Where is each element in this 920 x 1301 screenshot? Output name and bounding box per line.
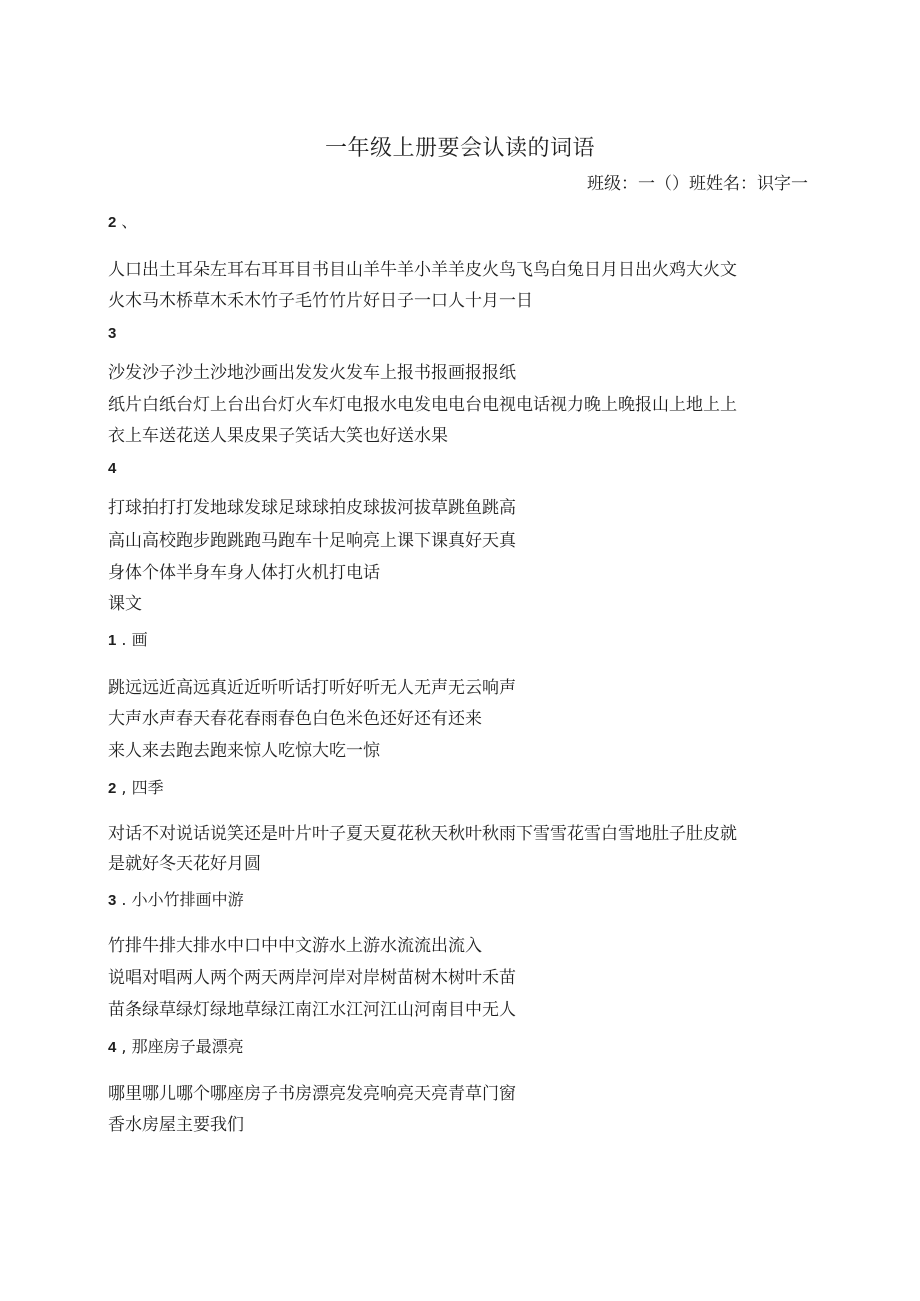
- word-line: 火木马木桥草木禾木竹子毛竹竹片好日子一口人十月一日: [108, 291, 533, 311]
- page-title: 一年级上册要会认读的词语: [324, 136, 595, 161]
- lesson-heading-fangzi: [108, 1035, 244, 1060]
- section-number: 3: [108, 325, 117, 342]
- word-line: 竹排牛排大排水中口中中文游水上游水流流出流入: [108, 936, 482, 956]
- section-heading-3: [108, 321, 116, 346]
- section-label: . 画: [116, 630, 148, 649]
- lesson-heading-hua: [108, 628, 148, 653]
- word-line: 说唱对唱两人两个两天两岸河岸对岸树苗树木树叶禾苗: [108, 968, 516, 988]
- section-number: 4: [108, 1039, 117, 1056]
- kewen-heading: 课文: [108, 594, 142, 614]
- word-line: 香水房屋主要我们: [108, 1115, 244, 1135]
- section-label: , 那座房子最漂亮: [116, 1037, 244, 1056]
- section-number: 2: [108, 214, 117, 231]
- word-line: 高山高校跑步跑跳跑马跑车十足响亮上课下课真好天真: [108, 531, 516, 551]
- word-line: 大声水声春天春花春雨春色白色米色还好还有还来: [108, 709, 482, 729]
- word-line: 纸片白纸台灯上台出台灯火车灯电报水电发电电台电视电话视力晚上晚报山上地上上: [108, 395, 737, 415]
- section-number: 4: [108, 460, 117, 477]
- section-heading-4: [108, 456, 116, 481]
- word-line: 来人来去跑去跑来惊人吃惊大吃一惊: [108, 741, 380, 761]
- word-line: 打球拍打打发地球发球足球球拍皮球拔河拔草跳鱼跳高: [108, 498, 516, 518]
- word-line: 人口出土耳朵左耳右耳耳目书目山羊牛羊小羊羊皮火鸟飞鸟白兔日月日出火鸡大火文: [108, 260, 737, 280]
- word-line: 衣上车送花送人果皮果子笑话大笑也好送水果: [108, 426, 448, 446]
- lesson-heading-siji: [108, 776, 164, 801]
- section-heading-2: [108, 210, 137, 235]
- class-name-line: 班级：一（）班姓名：识字一: [587, 174, 808, 194]
- section-label: 、: [116, 212, 138, 231]
- word-line: 是就好冬天花好月圆: [108, 854, 261, 874]
- section-number: 2: [108, 780, 117, 797]
- section-label: . 小小竹排画中游: [116, 890, 244, 909]
- word-line: 身体个体半身车身人体打火机打电话: [108, 563, 380, 583]
- word-line: 苗条绿草绿灯绿地草绿江南江水江河江山河南目中无人: [108, 1000, 516, 1020]
- section-label: , 四季: [116, 778, 164, 797]
- word-line: 对话不对说话说笑还是叶片叶子夏天夏花秋天秋叶秋雨下雪雪花雪白雪地肚子肚皮就: [108, 824, 737, 844]
- word-line: 沙发沙子沙土沙地沙画出发发火发车上报书报画报报纸: [108, 363, 516, 383]
- section-number: 3: [108, 892, 117, 909]
- section-number: 1: [108, 632, 117, 649]
- word-line: 跳远远近高远真近近听听话打听好听无人无声无云响声: [108, 678, 516, 698]
- word-line: 哪里哪儿哪个哪座房子书房漂亮发亮响亮天亮青草门窗: [108, 1084, 516, 1104]
- lesson-heading-zhupai: [108, 888, 244, 913]
